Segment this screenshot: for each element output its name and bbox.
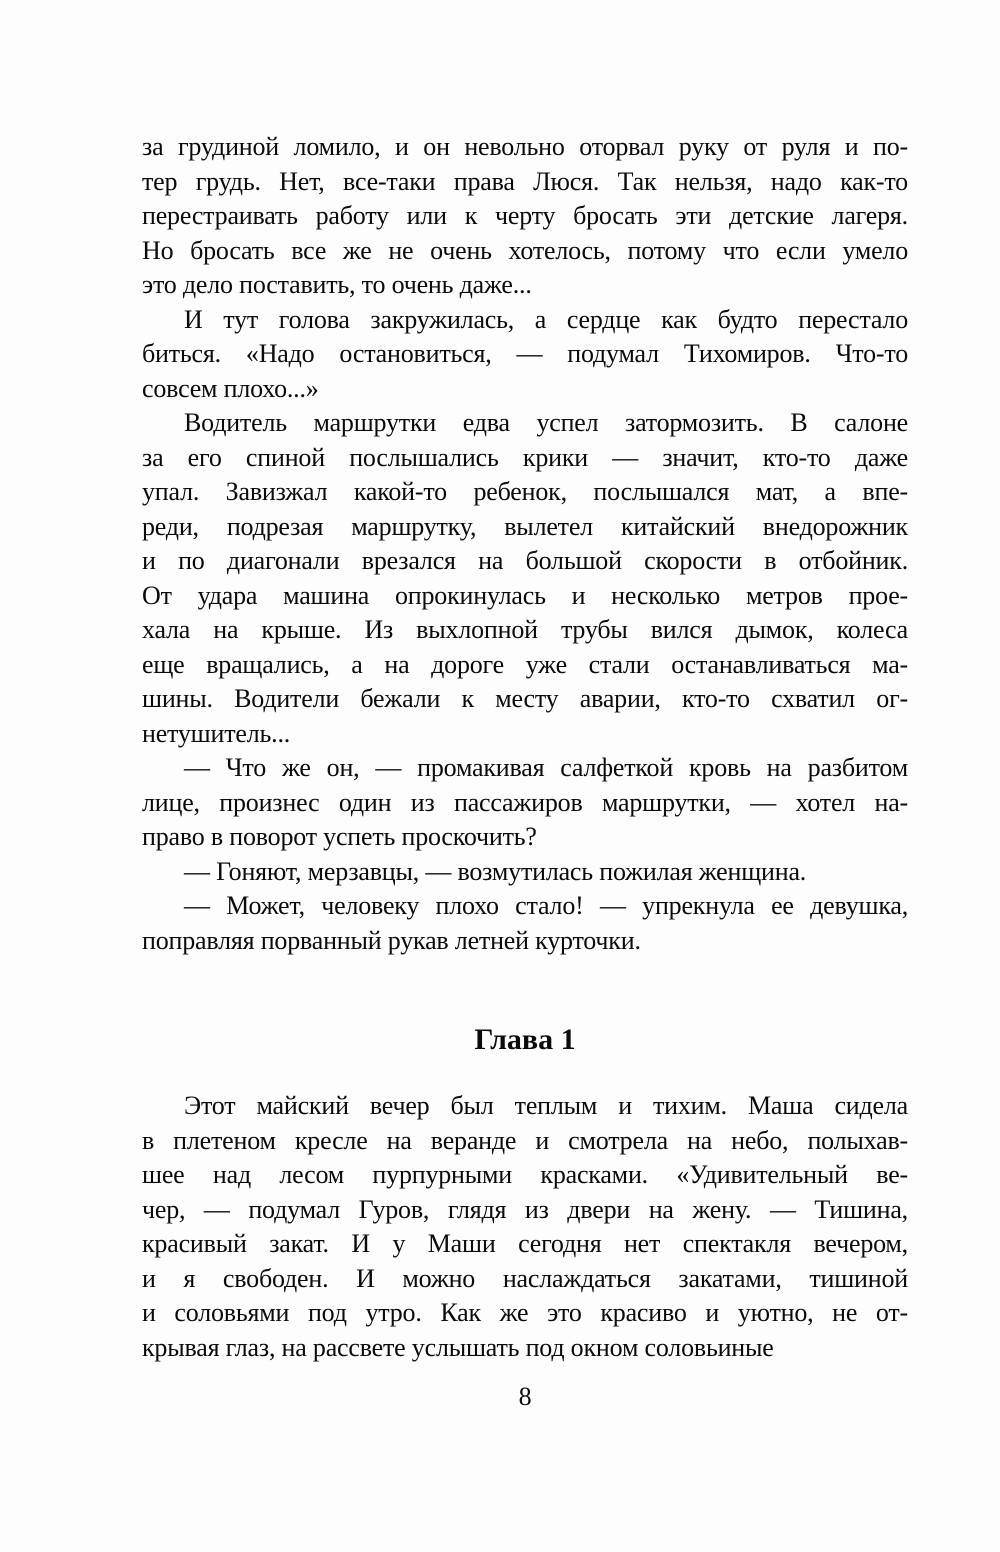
text-line: чер, — подумал Гуров, глядя из двери на жену. — Тишина, (142, 1194, 908, 1224)
text-line: красивый закат. И у Маши сегодня нет спектакля вечером, (142, 1229, 908, 1258)
text-line: Этот майский вечер был теплым и тихим. Маша сидела (184, 1091, 908, 1120)
text-line: и по диагонали врезался на большой скорости в отбойник. (142, 546, 908, 575)
text-line: реди, подрезая маршрутку, вылетел китайский внедорожник (142, 511, 908, 541)
paragraph (142, 303, 908, 407)
continuation-text (142, 130, 908, 958)
text-line: И тут голова закружилась, а сердце как будто перестало (184, 304, 908, 334)
text-line: перестраивать работу или к черту бросать эти детские лагеря. (142, 201, 908, 230)
text-line: — Гоняют, мерзавцы, — возмутилась пожилая женщина. (184, 856, 807, 886)
paragraph (142, 130, 908, 303)
text-line: упал. Завизжал какой-то ребенок, послышался мат, а впе- (142, 477, 908, 506)
text-line: поправляя порванный рукав летней курточки. (142, 925, 641, 955)
text-line: в плетеном кресле на веранде и смотрела на небо, полыхав- (142, 1125, 908, 1155)
paragraph (142, 406, 908, 751)
chapter-heading: Глава 1 (474, 1023, 576, 1056)
chapter-text (142, 1089, 908, 1365)
text-line: за грудиной ломило, и он невольно оторвал руку от руля и по- (142, 132, 908, 161)
text-line: еще вращались, а на дороге уже стали останавливаться ма- (142, 649, 908, 679)
paragraph (142, 751, 908, 855)
text-line: и соловьями под утро. Как же это красиво и уютно, не от- (142, 1298, 908, 1327)
text-line: крывая глаз, на рассвете услышать под окном соловьиные (142, 1332, 774, 1362)
text-line: — Может, человеку плохо стало! — упрекнула ее девушка, (184, 891, 908, 920)
page-number: 8 (518, 1382, 532, 1411)
text-line: Водитель маршрутки едва успел затормозить. В салоне (184, 408, 908, 437)
text-line: шины. Водители бежали к месту аварии, кто-то схватил ог- (142, 684, 908, 713)
paragraph (142, 1089, 908, 1365)
text-line: совсем плохо...» (142, 373, 319, 403)
text-line: — Что же он, — промакивая салфеткой кровь на разбитом (184, 753, 908, 782)
paragraph (142, 855, 908, 890)
text-line: шее над лесом пурпурными красками. «Удивительный ве- (142, 1160, 908, 1189)
text-line: тер грудь. Нет, все-таки права Люся. Так нельзя, надо как-то (142, 166, 908, 196)
text-line: право в поворот успеть проскочить? (142, 822, 537, 851)
text-line: Но бросать все же не очень хотелось, потому что если умело (142, 235, 908, 265)
text-line: хала на крыше. Из выхлопной трубы вился дымок, колеса (142, 615, 908, 644)
text-line: за его спиной послышались крики — значит, кто-то даже (142, 442, 908, 472)
text-line: нетушитель... (142, 718, 291, 748)
text-line: От удара машина опрокинулась и несколько метров прое- (142, 580, 908, 610)
text-column (142, 130, 908, 1415)
text-line: биться. «Надо остановиться, — подумал Тихомиров. Что-то (142, 339, 908, 368)
text-line: это дело поставить, то очень даже... (142, 270, 532, 299)
text-line: лице, произнес один из пассажиров маршрутки, — хотел на- (142, 787, 908, 817)
paragraph (142, 889, 908, 958)
text-line: и я свободен. И можно наслаждаться закатами, тишиной (142, 1263, 908, 1293)
